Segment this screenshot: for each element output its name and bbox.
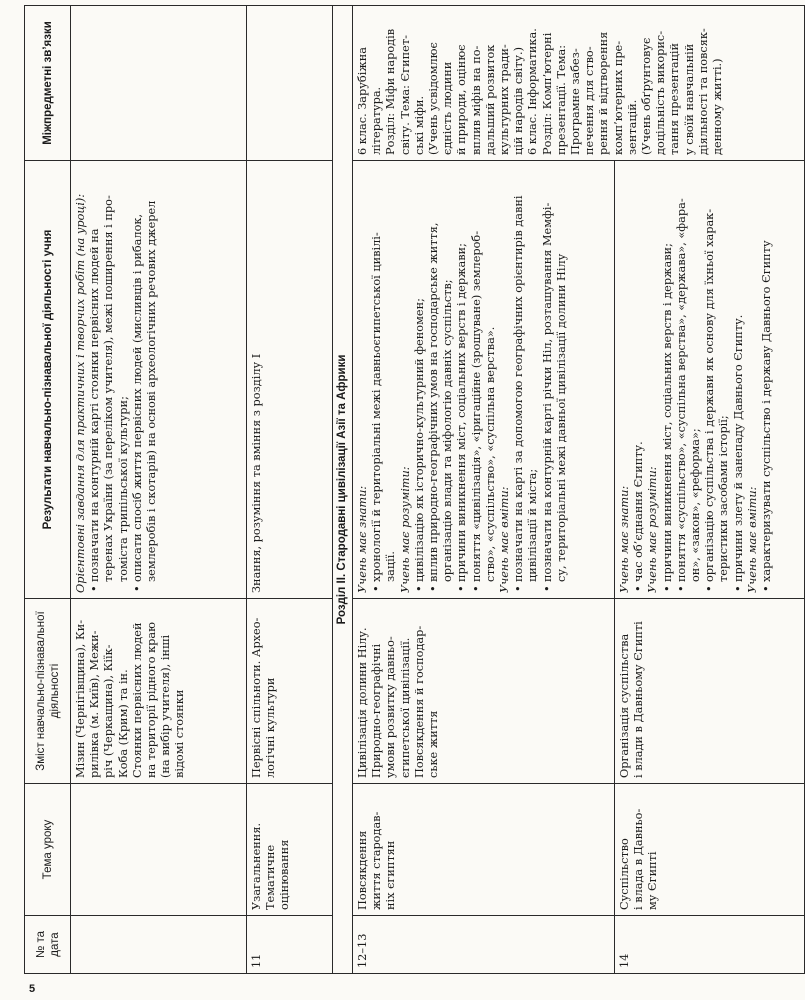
cell-results xyxy=(71,161,247,599)
header-num: № та дата xyxy=(25,916,71,974)
list-item: • описати спосіб життя первісних людей (мисливців і рибалок, землеробів і скотарів) на основі археологічних речових джерел xyxy=(131,166,159,582)
list-item: • позначати на контурній карті річки Ніл, розташування Мемфі- су, територіальні межі давньої цивілізації долини Нілу xyxy=(541,166,569,582)
can-label: Учень має вміти: xyxy=(498,486,512,593)
table-row xyxy=(247,6,333,974)
cell-results xyxy=(615,161,805,599)
cell-num: 12–13 xyxy=(353,916,615,974)
list-item: • причини злету й занепаду Давнього Єгипту. xyxy=(732,166,746,582)
know-label: Учень має знати: xyxy=(356,485,369,593)
page-number: 5 xyxy=(29,983,36,995)
section-row xyxy=(333,6,353,974)
cell-num xyxy=(71,916,247,974)
cell-content: Мізин (Чернігівщина), Ки- рилівка (м. Київ), Межи- річ (Черкащина), Кіїк- Коба (Крим) та ін. Стоянки первісних людей на території рідного краю (на вибір учителя), інші відомі стоянки xyxy=(71,599,247,784)
cell-topic: Повсякдення життя стародав- ніх єгиптян xyxy=(353,784,615,916)
cell-topic: Суспільство і влада в Давньо- му Єгипті xyxy=(615,784,805,916)
understand-label: Учень має розуміти: xyxy=(646,466,660,593)
header-results: Результати навчально-пізнавальної діяльності учня xyxy=(25,161,71,599)
table-row xyxy=(71,6,247,974)
list-item: • вплив природно-географічних умов на господарське життя, організацію влади та міфологію давніх суспільств; xyxy=(427,166,455,582)
list-item: • позначати на контурній карті стоянки первісних людей на теренах України (за переліком учителя), межі поширення і про- томіста трипільської культури; xyxy=(88,166,131,582)
understand-label: Учень має розуміти: xyxy=(398,466,412,593)
can-label: Учень має вміти: xyxy=(745,486,759,593)
list-item: • поняття «суспільство», «суспільна верства», «держава», «фара- он», «закон», «реформа»; xyxy=(675,166,703,582)
rotated-table-container xyxy=(24,6,774,974)
list-item: • час об’єднання Єгипту. xyxy=(632,166,646,582)
cell-results xyxy=(353,161,615,599)
table-row xyxy=(353,6,615,974)
list-item: • характеризувати суспільство і державу Давнього Єгипту xyxy=(760,166,774,582)
cell-topic xyxy=(71,784,247,916)
list-item: • цивілізацію як історично-культурний феномен; xyxy=(413,166,427,582)
section-title: Розділ II. Стародавні цивілізації Азії та Африки xyxy=(333,6,353,974)
header-topic: Тема уроку xyxy=(25,784,71,916)
list-item: • організацію суспільства і держави як основу для їхньої харак- теристики засобами історії; xyxy=(703,166,731,582)
list-item: • причини виникнення міст, соціальних верств і держави; xyxy=(455,166,469,582)
cell-content: Організація суспільства і влади в Давньому Єгипті xyxy=(615,599,805,784)
header-links: Міжпредметні зв’язки xyxy=(25,6,71,161)
cell-num: 14 xyxy=(615,916,805,974)
task-intro: Орієнтовні завдання для практичних і творчих робіт (на уроці): xyxy=(74,193,87,593)
cell-content: Первісні спільноти. Архео- логічні культури xyxy=(247,599,333,784)
cell-topic: Узагальнення. Тематичне оцінювання xyxy=(247,784,333,916)
cell-links: 6 клас. Зарубіжна література. Розділ: Міфи народів світу. Тема: Єгипет- ські міфи. (Учень усвідомлює єдність людини й природи, оцінює вплив міфів на по- дальший розвиток культурних тради- цій народів світу.) 6 клас. Інформатика. Розділ: Комп’ютерні презентації. Тема: Програмне забез- печення для ство- рення й відтворення комп’ютерних пре- зентацій. (Учень обґрунтовує доцільність викорис- тання презентацій у своїй навчальній діяльності та повсяк- денному житті.) xyxy=(353,6,805,161)
header-row xyxy=(25,6,71,974)
cell-content: Цивілізація долини Нілу. Природно-географічні умови розвитку давньо- єгипетської цивілізації. Повсякдення й господар- ське життя xyxy=(353,599,615,784)
curriculum-table xyxy=(24,5,805,974)
cell-results: Знання, розуміння та вміння з розділу I xyxy=(247,161,333,599)
cell-links xyxy=(71,6,247,161)
cell-links xyxy=(247,6,333,161)
know-label: Учень має знати: xyxy=(618,485,631,593)
header-content: Зміст навчально-пізнавальної діяльності xyxy=(25,599,71,784)
list-item: • позначати на карті за допомогою географічних орієнтирів давні цивілізації й міста; xyxy=(512,166,540,582)
list-item: • причини виникнення міст, соціальних верств і держави; xyxy=(661,166,675,582)
list-item: • поняття «цивілізація», «іригаційне (зрошуване) землероб- ство», «суспільство», «суспільна верства». xyxy=(470,166,498,582)
cell-num: 11 xyxy=(247,916,333,974)
list-item: • хронології й територіальні межі давньоєгипетської цивілі- зації. xyxy=(370,166,398,582)
